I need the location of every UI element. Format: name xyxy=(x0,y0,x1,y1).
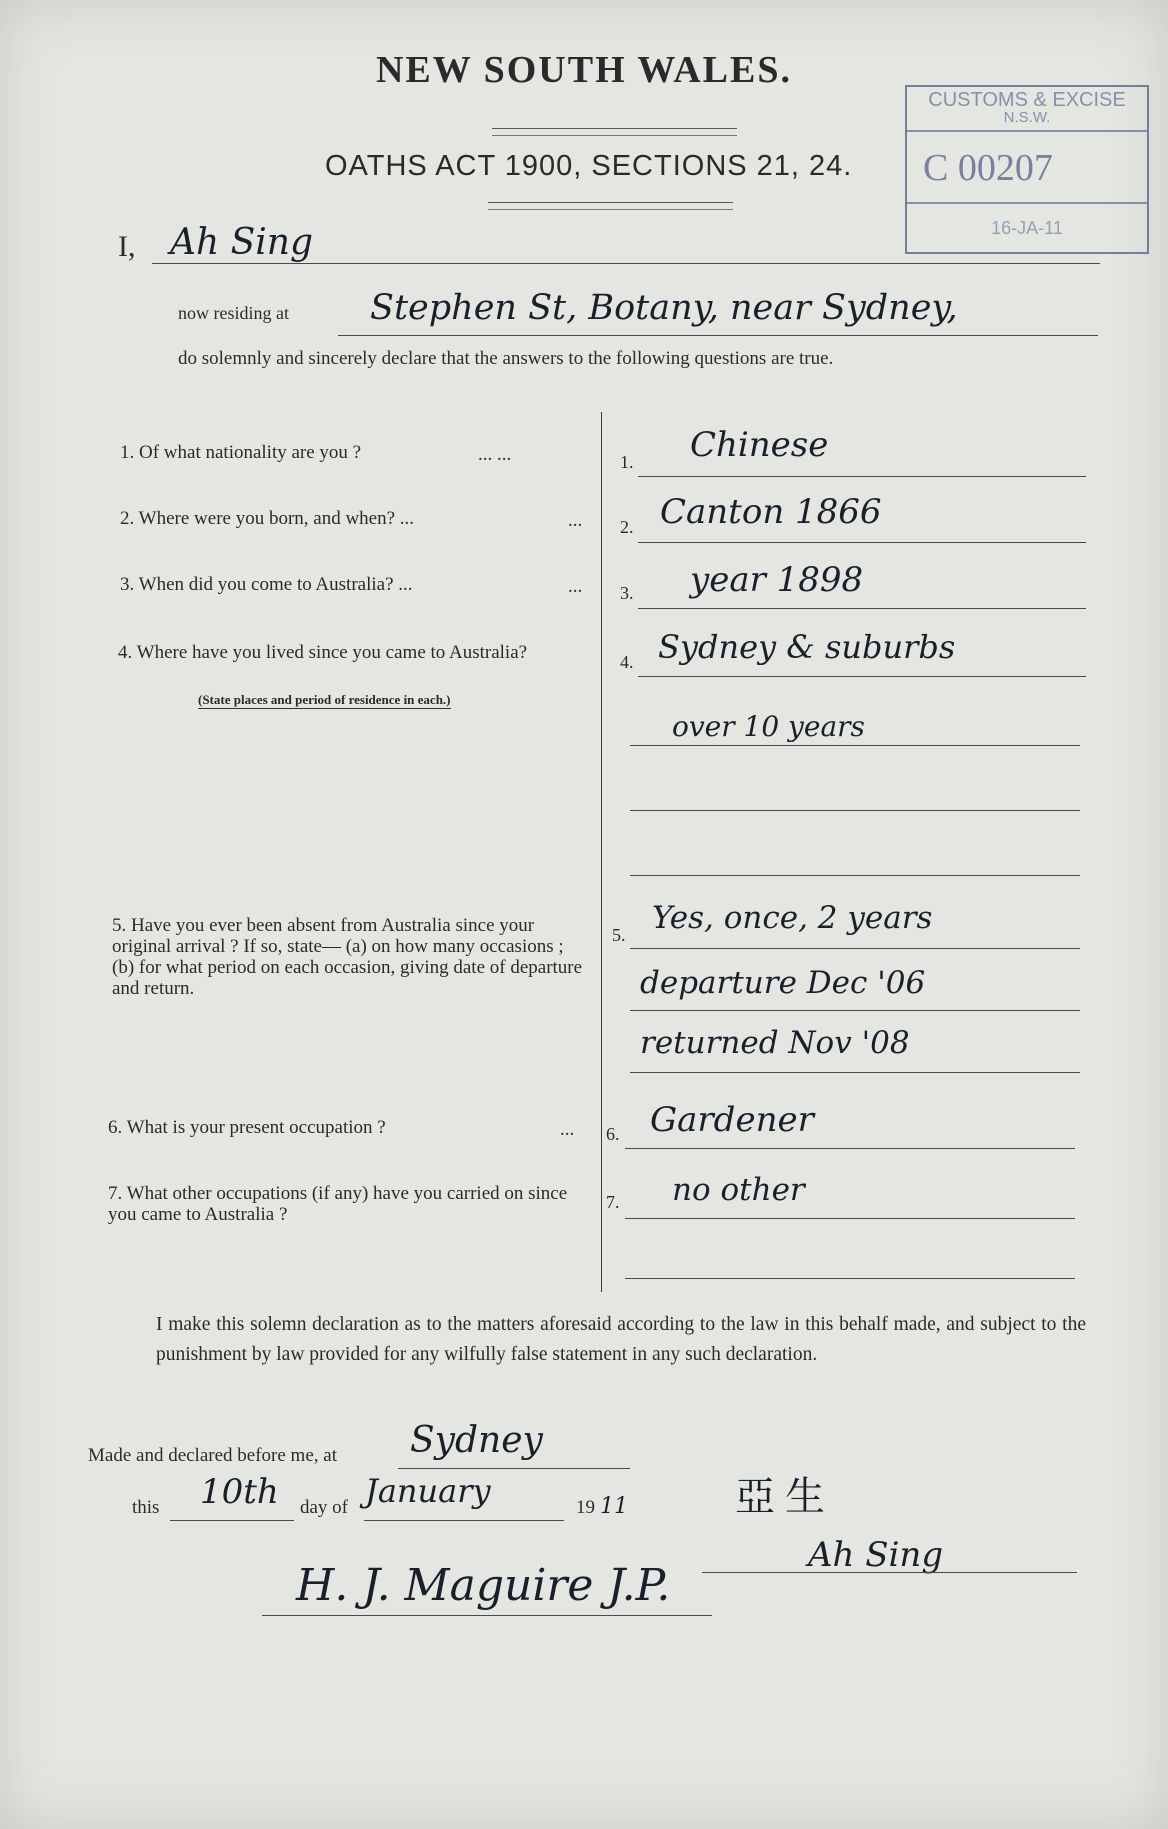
signature-line xyxy=(702,1572,1077,1573)
answer-6-number: 6. xyxy=(606,1124,620,1144)
question-6-dots: ... xyxy=(560,1119,575,1140)
answer-1-number: 1. xyxy=(620,452,634,472)
answer-5-rule1 xyxy=(630,948,1080,949)
day-line xyxy=(170,1520,294,1521)
year-prefix: 19 xyxy=(576,1497,595,1518)
answer-4-rule4 xyxy=(630,875,1080,876)
stamp-line2: N.S.W. xyxy=(1003,109,1051,126)
answer-7-rule2 xyxy=(625,1278,1075,1279)
answer-7: no other xyxy=(672,1172,805,1208)
residence-line xyxy=(338,335,1098,336)
question-1: 1. Of what nationality are you ? xyxy=(120,442,362,463)
answer-3: year 1898 xyxy=(690,560,864,600)
answer-5-line1: Yes, once, 2 years xyxy=(652,900,933,936)
stamp-header xyxy=(907,87,1147,132)
month-line xyxy=(364,1520,564,1521)
stamp-line1: CUSTOMS & EXCISE xyxy=(928,89,1126,111)
question-2: 2. Where were you born, and when? ... xyxy=(120,508,415,529)
declarant-name: Ah Sing xyxy=(170,222,314,263)
stamp-date: 16-JA-11 xyxy=(991,218,1063,238)
declarant-signature: Ah Sing xyxy=(808,1535,944,1575)
answer-5-rule2 xyxy=(630,1010,1080,1011)
declaration-text: I make this solemn declaration as to the matters aforesaid according to the law in this behalf made, and subject to the punishment by law provided for any wilfully false statement in any such declaration. xyxy=(156,1314,1086,1365)
declaration-intro: do solemnly and sincerely declare that the answers to the following questions are true. xyxy=(178,348,834,369)
month: January xyxy=(365,1472,491,1510)
answer-1: Chinese xyxy=(690,425,829,465)
answer-6-line xyxy=(625,1148,1075,1149)
answer-4-line2: over 10 years xyxy=(672,710,865,743)
place: Sydney xyxy=(410,1420,543,1461)
answer-3-number: 3. xyxy=(620,583,634,603)
question-2-dots: ... xyxy=(568,510,583,531)
question-1-dots: ... ... xyxy=(478,444,512,465)
question-6: 6. What is your present occupation ? xyxy=(108,1117,386,1138)
name-line xyxy=(152,263,1100,264)
place-line xyxy=(398,1468,630,1469)
answer-4-line1: Sydney & suburbs xyxy=(658,628,956,666)
answer-2-number: 2. xyxy=(620,517,634,537)
answer-4-rule2 xyxy=(630,745,1080,746)
answer-4-rule3 xyxy=(630,810,1080,811)
customs-stamp xyxy=(905,85,1149,254)
declarant-prefix: I, xyxy=(118,230,136,263)
question-3-dots: ... xyxy=(568,576,583,597)
answer-1-line xyxy=(638,476,1086,477)
answer-4-number: 4. xyxy=(620,652,634,672)
day-of-label: day of xyxy=(300,1497,349,1518)
year-suffix: 11 xyxy=(600,1494,628,1519)
question-5: 5. Have you ever been absent from Australia since your original arrival ? If so, state— (a) on how many occasions ; (b) for what period on each occasion, giving date of departure and return. xyxy=(112,915,583,999)
answer-2: Canton 1866 xyxy=(660,492,882,532)
justice-line xyxy=(262,1615,712,1616)
page-title: NEW SOUTH WALES. xyxy=(375,49,792,91)
answer-5-number: 5. xyxy=(612,925,626,945)
divider-top xyxy=(492,128,737,136)
act-subtitle: OATHS ACT 1900, SECTIONS 21, 24. xyxy=(325,150,853,182)
residing-label: now residing at xyxy=(178,303,289,323)
justice-signature: H. J. Maguire J.P. xyxy=(296,1560,671,1611)
question-3: 3. When did you come to Australia? ... xyxy=(120,574,413,595)
stamp-number: C 00207 xyxy=(907,132,1147,204)
question-4: 4. Where have you lived since you came to Australia? xyxy=(118,642,528,663)
answer-5-line2: departure Dec '06 xyxy=(640,965,926,1001)
this-label: this xyxy=(132,1497,160,1518)
answer-7-number: 7. xyxy=(606,1192,620,1212)
answer-2-line xyxy=(638,542,1086,543)
question-7: 7. What other occupations (if any) have you carried on since you came to Australia ? xyxy=(108,1183,568,1225)
chinese-signature: 亞 生 xyxy=(735,1474,825,1519)
answer-7-rule1 xyxy=(625,1218,1075,1219)
answer-4-rule1 xyxy=(638,676,1086,677)
day: 10th xyxy=(200,1472,279,1512)
column-divider xyxy=(601,412,602,1292)
answer-3-line xyxy=(638,608,1086,609)
answer-5-rule3 xyxy=(630,1072,1080,1073)
answer-6: Gardener xyxy=(650,1100,814,1140)
divider-bottom xyxy=(488,202,733,210)
question-4-note: (State places and period of residence in each.) xyxy=(198,692,451,707)
made-label: Made and declared before me, at xyxy=(88,1445,337,1466)
residence: Stephen St, Botany, near Sydney, xyxy=(370,288,958,328)
answer-5-line3: returned Nov '08 xyxy=(640,1025,910,1061)
